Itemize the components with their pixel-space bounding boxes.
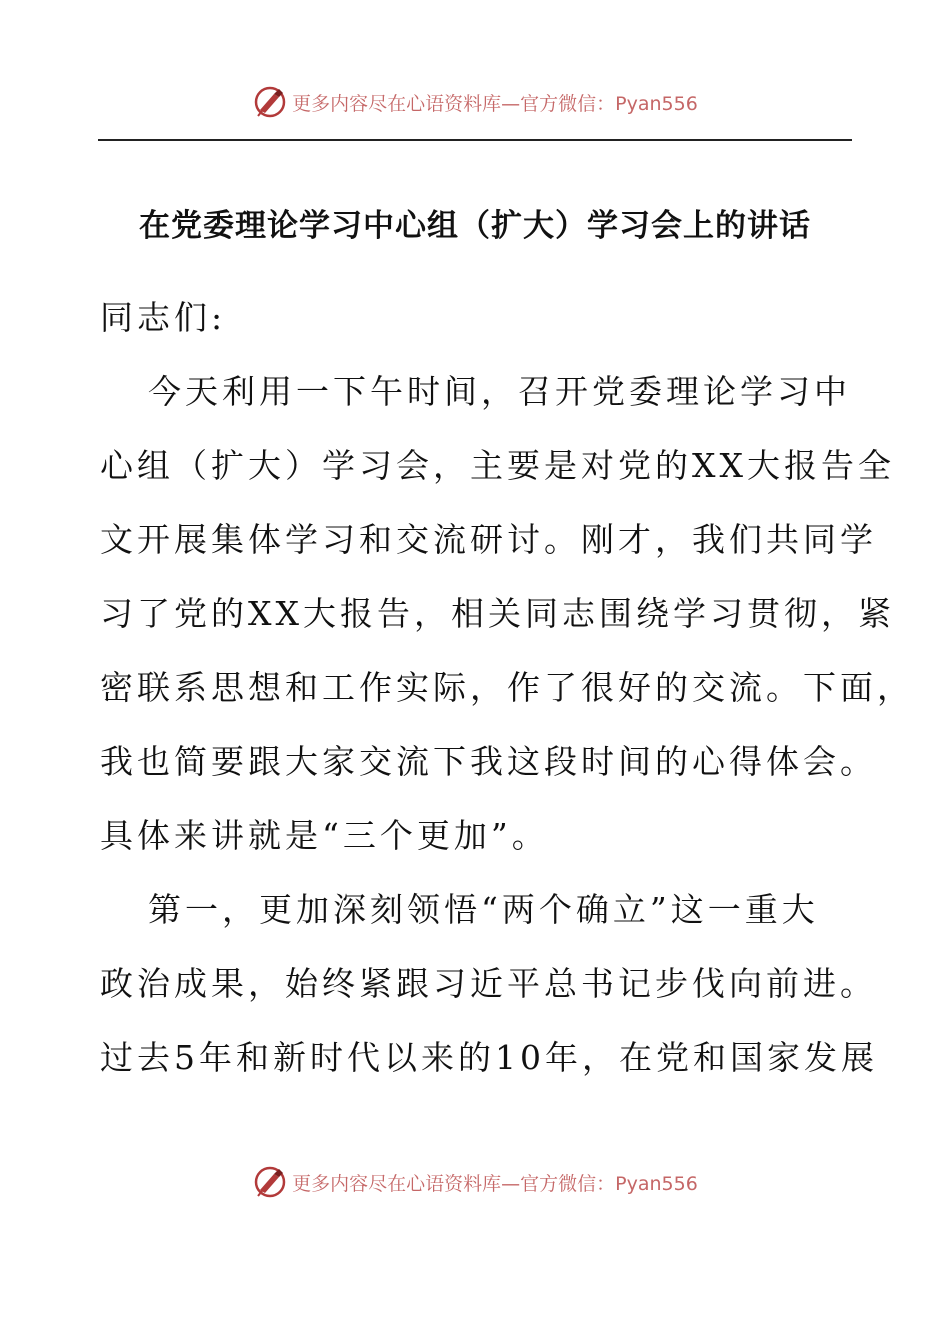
paragraph-line: 习了党的XX大报告，相关同志围绕学习贯彻，紧	[100, 594, 895, 633]
paragraph-line: 政治成果，始终紧跟习近平总书记步伐向前进。	[100, 964, 877, 1003]
salutation: 同志们:	[100, 298, 227, 337]
paragraph-line: 我也简要跟大家交流下我这段时间的心得体会。	[100, 742, 877, 781]
watermark-text: 更多内容尽在心语资料库—官方微信：Pyan556	[292, 1172, 698, 1195]
document-title: 在党委理论学习中心组（扩大）学习会上的讲话	[139, 208, 811, 244]
header-divider	[98, 139, 852, 141]
paragraph-line: 过去5年和新时代以来的10年，在党和国家发展	[100, 1038, 878, 1077]
paragraph-line: 今天利用一下午时间，召开党委理论学习中	[148, 372, 851, 411]
paragraph-line: 第一，更加深刻领悟“两个确立”这一重大	[148, 890, 819, 929]
header-watermark	[0, 80, 950, 124]
paragraph-line: 文开展集体学习和交流研讨。刚才，我们共同学	[100, 520, 877, 559]
paragraph-line: 心组（扩大）学习会，主要是对党的XX大报告全	[100, 446, 895, 485]
pen-nib-logo-icon	[252, 84, 288, 120]
footer-watermark	[0, 1160, 950, 1204]
paragraph-line: 密联系思想和工作实际，作了很好的交流。下面，	[100, 668, 914, 707]
paragraph-line: 具体来讲就是“三个更加”。	[100, 816, 549, 855]
watermark-text: 更多内容尽在心语资料库—官方微信：Pyan556	[292, 92, 698, 115]
pen-nib-logo-icon	[252, 1164, 288, 1200]
